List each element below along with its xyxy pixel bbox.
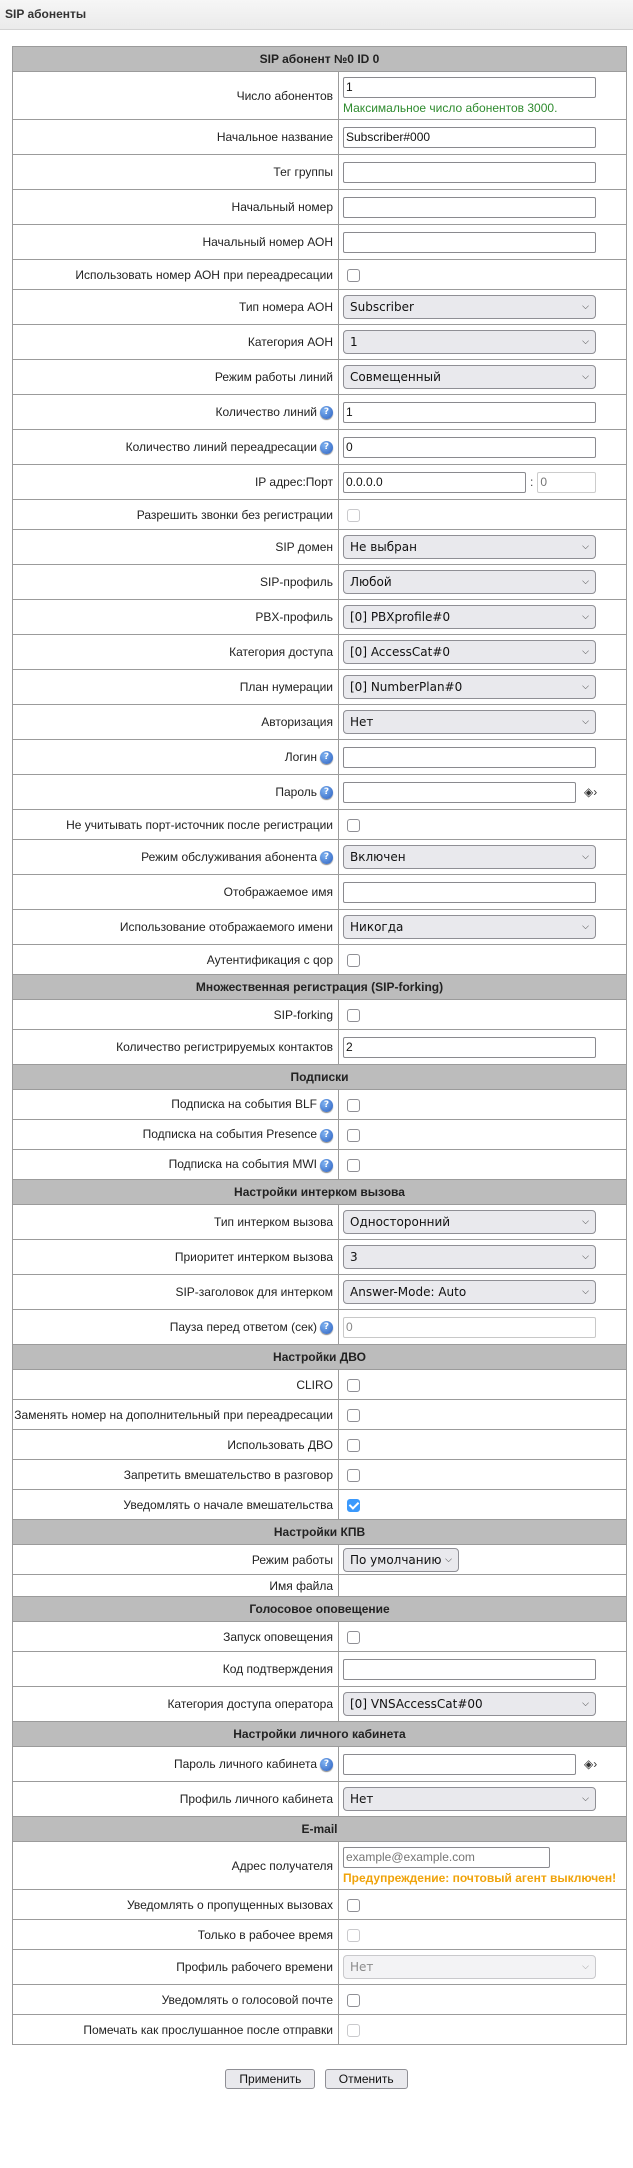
ip-address-input[interactable]: [343, 472, 526, 493]
mark-listened-checkbox[interactable]: [347, 2024, 360, 2037]
ignore-source-port-checkbox[interactable]: [347, 819, 360, 832]
sip-forking-checkbox[interactable]: [347, 1009, 360, 1022]
label-intercom-type: Тип интерком вызова: [13, 1205, 339, 1240]
operator-category-select[interactable]: [0] VNSAccessCat#00 ⌵: [343, 1692, 596, 1716]
label-lines-count: Количество линий ?: [13, 395, 339, 430]
aon-type-select[interactable]: Subscriber ⌵: [343, 295, 596, 319]
section-header-voice-alert: Голосовое оповещение: [13, 1597, 627, 1622]
label-operator-category: Категория доступа оператора: [13, 1687, 339, 1722]
notify-missed-checkbox[interactable]: [347, 1899, 360, 1912]
contacts-count-input[interactable]: [343, 1037, 596, 1058]
chevron-down-icon: ⌵: [582, 1962, 589, 1972]
chevron-down-icon: ⌵: [582, 372, 589, 382]
section-header-main: SIP абонент №0 ID 0: [13, 47, 627, 72]
replace-number-checkbox[interactable]: [347, 1409, 360, 1422]
label-mwi: Подписка на события MWI ?: [13, 1150, 339, 1180]
label-work-time-profile: Профиль рабочего времени: [13, 1950, 339, 1985]
allow-unregistered-checkbox[interactable]: [347, 509, 360, 522]
label-login: Логин ?: [13, 740, 339, 775]
sip-subscriber-form: [12, 46, 627, 2045]
chevron-down-icon: ⌵: [582, 337, 589, 347]
label-replace-number: Заменять номер на дополнительный при переадресации: [13, 1400, 339, 1430]
chevron-down-icon: ⌵: [582, 922, 589, 932]
label-group-tag: Тег группы: [13, 155, 339, 190]
eye-slash-icon[interactable]: ◈›: [584, 785, 598, 799]
access-category-select[interactable]: [0] AccessCat#0 ⌵: [343, 640, 596, 664]
cabinet-profile-select[interactable]: Нет ⌵: [343, 1787, 596, 1811]
help-icon[interactable]: ?: [320, 851, 333, 864]
apply-button[interactable]: Применить: [225, 2069, 315, 2089]
label-display-name-usage: Использование отображаемого имени: [13, 910, 339, 945]
work-hours-only-checkbox[interactable]: [347, 1929, 360, 1942]
page-header: [0, 0, 633, 30]
intercom-type-select[interactable]: Односторонний ⌵: [343, 1210, 596, 1234]
help-icon[interactable]: ?: [320, 786, 333, 799]
chevron-down-icon: ⌵: [582, 302, 589, 312]
label-redirect-lines: Количество линий переадресации ?: [13, 430, 339, 465]
label-ignore-source-port: Не учитывать порт-источник после регистрации: [13, 810, 339, 840]
label-service-mode: Режим обслуживания абонента ?: [13, 840, 339, 875]
help-icon[interactable]: ?: [320, 1159, 333, 1172]
mail-agent-warning: Предупреждение: почтовый агент выключен!: [343, 1870, 617, 1885]
label-confirm-code: Код подтверждения: [13, 1652, 339, 1687]
label-kpv-mode: Режим работы: [13, 1545, 339, 1575]
help-icon[interactable]: ?: [320, 1758, 333, 1771]
label-forbid-intrusion: Запретить вмешательство в разговор: [13, 1460, 339, 1490]
sip-domain-select[interactable]: Не выбран ⌵: [343, 535, 596, 559]
help-icon[interactable]: ?: [320, 406, 333, 419]
label-display-name: Отображаемое имя: [13, 875, 339, 910]
section-header-subscriptions: Подписки: [13, 1065, 627, 1090]
label-notify-intrusion: Уведомлять о начале вмешательства: [13, 1490, 339, 1520]
service-mode-select[interactable]: Включен ⌵: [343, 845, 596, 869]
kpv-filename-value: [339, 1575, 627, 1597]
lines-count-input[interactable]: [343, 402, 596, 423]
auth-qop-checkbox[interactable]: [347, 954, 360, 967]
kpv-mode-select[interactable]: По умолчанию ⌵: [343, 1548, 459, 1572]
work-time-profile-select[interactable]: Нет ⌵: [343, 1955, 596, 1979]
label-auth-qop: Аутентификация с qop: [13, 945, 339, 975]
help-icon[interactable]: ?: [320, 751, 333, 764]
label-access-category: Категория доступа: [13, 635, 339, 670]
label-blf: Подписка на события BLF ?: [13, 1090, 339, 1120]
intercom-sip-header-select[interactable]: Answer-Mode: Auto ⌵: [343, 1280, 596, 1304]
chevron-down-icon: ⌵: [582, 1217, 589, 1227]
help-icon[interactable]: ?: [320, 441, 333, 454]
label-aon-type: Тип номера АОН: [13, 290, 339, 325]
confirm-code-input[interactable]: [343, 1659, 596, 1680]
chevron-down-icon: ⌵: [582, 647, 589, 657]
help-icon[interactable]: ?: [320, 1129, 333, 1142]
redirect-lines-input[interactable]: [343, 437, 596, 458]
chevron-down-icon: ⌵: [582, 717, 589, 727]
start-aon-input[interactable]: [343, 232, 596, 253]
chevron-down-icon: ⌵: [582, 852, 589, 862]
aon-category-select[interactable]: 1 ⌵: [343, 330, 596, 354]
chevron-down-icon: ⌵: [582, 1794, 589, 1804]
label-start-number: Начальный номер: [13, 190, 339, 225]
help-icon[interactable]: ?: [320, 1099, 333, 1112]
label-use-dvo: Использовать ДВО: [13, 1430, 339, 1460]
start-number-input[interactable]: [343, 197, 596, 218]
section-header-email: E-mail: [13, 1817, 627, 1842]
label-numbering-plan: План нумерации: [13, 670, 339, 705]
section-header-dvo: Настройки ДВО: [13, 1345, 627, 1370]
sip-profile-select[interactable]: Любой ⌵: [343, 570, 596, 594]
label-mark-listened: Помечать как прослушанное после отправки: [13, 2015, 339, 2045]
numbering-plan-select[interactable]: [0] NumberPlan#0 ⌵: [343, 675, 596, 699]
label-email-recipient: Адрес получателя: [13, 1842, 339, 1890]
cancel-button[interactable]: Отменить: [325, 2069, 408, 2089]
port-input[interactable]: [537, 472, 596, 493]
label-start-name: Начальное название: [13, 120, 339, 155]
section-header-cabinet: Настройки личного кабинета: [13, 1722, 627, 1747]
email-recipient-input[interactable]: [343, 1847, 550, 1868]
mwi-checkbox[interactable]: [347, 1159, 360, 1172]
label-intercom-priority: Приоритет интерком вызова: [13, 1240, 339, 1275]
notify-intrusion-checkbox[interactable]: [347, 1499, 360, 1512]
section-header-forking: Множественная регистрация (SIP-forking): [13, 975, 627, 1000]
chevron-down-icon: ⌵: [445, 1554, 452, 1565]
chevron-down-icon: ⌵: [582, 1699, 589, 1709]
label-notify-missed: Уведомлять о пропущенных вызовах: [13, 1890, 339, 1920]
label-ip-port: IP адрес:Порт: [13, 465, 339, 500]
chevron-down-icon: ⌵: [582, 1252, 589, 1262]
pbx-profile-select[interactable]: [0] PBXprofile#0 ⌵: [343, 605, 596, 629]
label-use-aon-redirect: Использовать номер АОН при переадресации: [13, 260, 339, 290]
authorization-select[interactable]: Нет ⌵: [343, 710, 596, 734]
notify-voicemail-checkbox[interactable]: [347, 1994, 360, 2007]
presence-checkbox[interactable]: [347, 1129, 360, 1142]
section-header-kpv: Настройки КПВ: [13, 1520, 627, 1545]
help-icon[interactable]: ?: [320, 1321, 333, 1334]
start-name-input[interactable]: [343, 127, 596, 148]
use-aon-redirect-checkbox[interactable]: [347, 269, 360, 282]
cabinet-password-input[interactable]: [343, 1754, 576, 1775]
label-cliro: CLIRO: [13, 1370, 339, 1400]
use-dvo-checkbox[interactable]: [347, 1439, 360, 1452]
label-alert-start: Запуск оповещения: [13, 1622, 339, 1652]
section-header-intercom: Настройки интерком вызова: [13, 1180, 627, 1205]
chevron-down-icon: ⌵: [582, 542, 589, 552]
label-contacts-count: Количество регистрируемых контактов: [13, 1030, 339, 1065]
subscriber-count-input[interactable]: [343, 77, 596, 98]
password-input[interactable]: [343, 782, 576, 803]
blf-checkbox[interactable]: [347, 1099, 360, 1112]
label-cabinet-password: Пароль личного кабинета ?: [13, 1747, 339, 1782]
ip-port-separator: :: [530, 475, 534, 489]
eye-slash-icon[interactable]: ◈›: [584, 1757, 598, 1771]
chevron-down-icon: ⌵: [582, 612, 589, 622]
lines-mode-select[interactable]: Совмещенный ⌵: [343, 365, 596, 389]
label-presence: Подписка на события Presence ?: [13, 1120, 339, 1150]
label-cabinet-profile: Профиль личного кабинета: [13, 1782, 339, 1817]
alert-start-checkbox[interactable]: [347, 1631, 360, 1644]
chevron-down-icon: ⌵: [582, 577, 589, 587]
label-start-aon: Начальный номер АОН: [13, 225, 339, 260]
group-tag-input[interactable]: [343, 162, 596, 183]
display-name-input[interactable]: [343, 882, 596, 903]
cliro-checkbox[interactable]: [347, 1379, 360, 1392]
intercom-priority-select[interactable]: 3 ⌵: [343, 1245, 596, 1269]
label-answer-pause: Пауза перед ответом (сек) ?: [13, 1310, 339, 1345]
label-sip-profile: SIP-профиль: [13, 565, 339, 600]
label-work-hours-only: Только в рабочее время: [13, 1920, 339, 1950]
display-name-usage-select[interactable]: Никогда ⌵: [343, 915, 596, 939]
label-aon-category: Категория АОН: [13, 325, 339, 360]
label-notify-voicemail: Уведомлять о голосовой почте: [13, 1985, 339, 2015]
label-intercom-sip-header: SIP-заголовок для интерком: [13, 1275, 339, 1310]
login-input[interactable]: [343, 747, 596, 768]
label-sip-forking: SIP-forking: [13, 1000, 339, 1030]
chevron-down-icon: ⌵: [582, 682, 589, 692]
label-password: Пароль ?: [13, 775, 339, 810]
label-authorization: Авторизация: [13, 705, 339, 740]
label-lines-mode: Режим работы линий: [13, 360, 339, 395]
label-sip-domain: SIP домен: [13, 530, 339, 565]
page-title: SIP абоненты: [5, 7, 87, 21]
label-kpv-filename: Имя файла: [13, 1575, 339, 1597]
forbid-intrusion-checkbox[interactable]: [347, 1469, 360, 1482]
label-pbx-profile: PBX-профиль: [13, 600, 339, 635]
chevron-down-icon: ⌵: [582, 1287, 589, 1297]
form-actions: [0, 2069, 633, 2109]
label-allow-unregistered: Разрешить звонки без регистрации: [13, 500, 339, 530]
answer-pause-input[interactable]: [343, 1317, 596, 1338]
subscriber-count-note: Максимальное число абонентов 3000.: [343, 100, 558, 115]
label-subscriber-count: Число абонентов: [13, 72, 339, 120]
